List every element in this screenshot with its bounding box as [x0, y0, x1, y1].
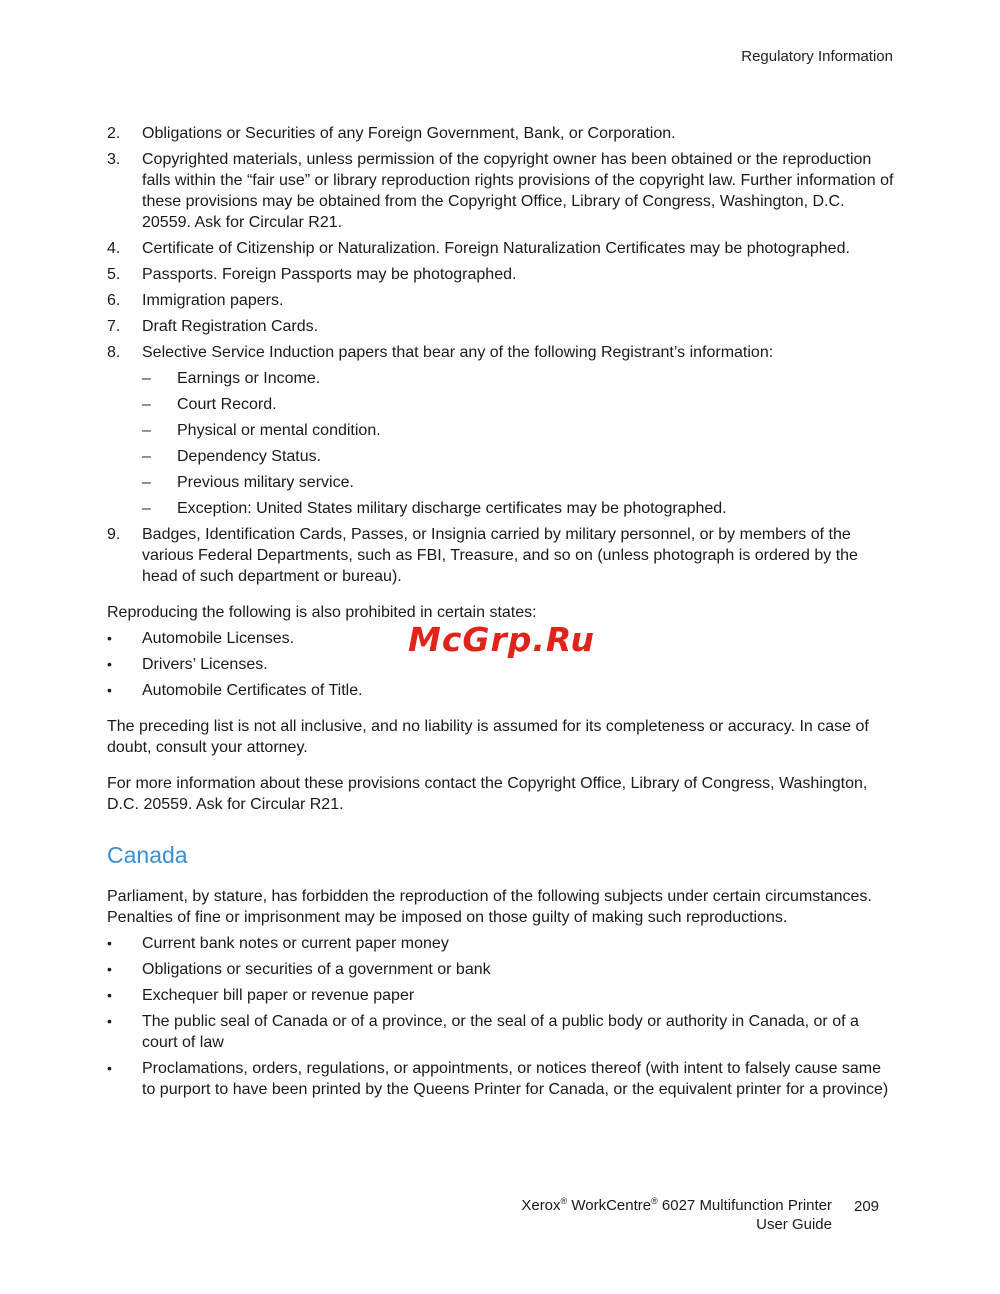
item-text: Obligations or Securities of any Foreign Government, Bank, or Corporation. — [142, 125, 676, 142]
bullet-item — [107, 959, 897, 980]
bullet-text: Drivers’ Licenses. — [142, 656, 268, 673]
dash-marker: – — [142, 474, 151, 491]
list-item-3 — [107, 149, 897, 233]
item-text: Selective Service Induction papers that bear any of the following Registrant’s information: — [142, 344, 774, 361]
bullet-marker: • — [107, 987, 112, 1003]
bullet-item — [107, 933, 897, 954]
sub-item-text: Physical or mental condition. — [177, 422, 381, 439]
sub-item-text: Previous military service. — [177, 474, 354, 491]
list-item-6 — [107, 290, 897, 311]
registered-mark: ® — [560, 1196, 568, 1206]
item-number: 3. — [107, 151, 121, 168]
page-content — [107, 123, 897, 1105]
sub-item-text: Court Record. — [177, 396, 277, 413]
list-item-5 — [107, 264, 897, 285]
list-item-2 — [107, 123, 897, 144]
list-item-4 — [107, 238, 897, 259]
item-text: Draft Registration Cards. — [142, 318, 319, 335]
bullet-marker: • — [107, 630, 112, 646]
item-text: Immigration papers. — [142, 292, 284, 309]
list-item-8 — [107, 342, 897, 363]
footer — [521, 1196, 832, 1234]
item-number: 8. — [107, 344, 121, 361]
footer-brand: Xerox — [521, 1197, 561, 1214]
list-item-9 — [107, 524, 897, 587]
running-header: Regulatory Information — [741, 48, 893, 65]
watermark: McGrp.Ru — [408, 620, 596, 659]
bullet-text: Obligations or securities of a government or bank — [142, 961, 491, 978]
more-info-paragraph: For more information about these provisions contact the Copyright Office, Library of Congress, Washington, D.C. 20559. Ask for Circular R21. — [107, 775, 868, 813]
sub-item-text: Earnings or Income. — [177, 370, 321, 387]
sub-list-item — [142, 420, 897, 441]
bullet-marker: • — [107, 656, 112, 672]
item-number: 9. — [107, 526, 121, 543]
registered-mark: ® — [651, 1196, 658, 1206]
dash-marker: – — [142, 370, 151, 387]
states-intro: Reproducing the following is also prohibited in certain states: — [107, 604, 537, 621]
bullet-marker: • — [107, 935, 112, 951]
bullet-text: Automobile Licenses. — [142, 630, 295, 647]
item-text: Passports. Foreign Passports may be photographed. — [142, 266, 517, 283]
bullet-text: Automobile Certificates of Title. — [142, 682, 363, 699]
item-text: Copyrighted materials, unless permission of the copyright owner has been obtained or the reproduction falls within the “fair use” or library reproduction rights provisions of the copyright law. Further information of these provisions may be obtained from the Copyright Office, Library of Congress, Washington, D.C. 20559. Ask for Circular R21. — [142, 151, 894, 231]
bullet-text: The public seal of Canada or of a province, or the seal of a public body or authority in Canada, or of a court of law — [142, 1013, 859, 1051]
bullet-item — [107, 1011, 897, 1053]
canada-intro: Parliament, by stature, has forbidden the reproduction of the following subjects under certain circumstances. Penalties of fine or imprisonment may be imposed on those guilty of making such reproductions. — [107, 888, 872, 926]
bullet-item — [107, 680, 897, 701]
bullet-item — [107, 985, 897, 1006]
item-number: 7. — [107, 318, 121, 335]
sub-item-text: Dependency Status. — [177, 448, 322, 465]
footer-guide: User Guide — [756, 1216, 832, 1233]
list-item-7 — [107, 316, 897, 337]
footer-product-line — [521, 1196, 832, 1215]
sub-list-item — [142, 472, 897, 493]
footer-model: 6027 Multifunction Printer — [657, 1197, 832, 1214]
dash-marker: – — [142, 448, 151, 465]
footer-product: WorkCentre — [567, 1197, 652, 1214]
bullet-marker: • — [107, 1060, 112, 1076]
item-number: 2. — [107, 125, 121, 142]
item-text: Certificate of Citizenship or Naturalization. Foreign Naturalization Certificates may be photographed. — [142, 240, 850, 257]
sub-list-item — [142, 498, 897, 519]
sub-item-text: Exception: United States military discharge certificates may be photographed. — [177, 500, 727, 517]
item-number: 4. — [107, 240, 121, 257]
sub-list-item — [142, 394, 897, 415]
item-number: 5. — [107, 266, 121, 283]
dash-marker: – — [142, 422, 151, 439]
item-text: Badges, Identification Cards, Passes, or Insignia carried by military personnel, or by members of the various Federal Departments, such as FBI, Treasure, and so on (unless photograph is ordered by the head of such department or bureau). — [142, 526, 858, 585]
sub-list-item — [142, 368, 897, 389]
section-heading-canada: Canada — [107, 842, 188, 868]
bullet-marker: • — [107, 961, 112, 977]
bullet-text: Exchequer bill paper or revenue paper — [142, 987, 415, 1004]
bullet-marker: • — [107, 1013, 112, 1029]
bullet-marker: • — [107, 682, 112, 698]
item-number: 6. — [107, 292, 121, 309]
page-number: 209 — [854, 1198, 880, 1215]
sub-list-item — [142, 446, 897, 467]
bullet-text: Current bank notes or current paper money — [142, 935, 449, 952]
dash-marker: – — [142, 500, 151, 517]
bullet-item — [107, 1058, 897, 1100]
disclaimer-paragraph: The preceding list is not all inclusive, and no liability is assumed for its completeness or accuracy. In case of doubt, consult your attorney. — [107, 718, 869, 756]
bullet-text: Proclamations, orders, regulations, or appointments, or notices thereof (with intent to falsely cause same to purport to have been printed by the Queens Printer for Canada, or the equivalent printer for a province) — [142, 1060, 889, 1098]
dash-marker: – — [142, 396, 151, 413]
